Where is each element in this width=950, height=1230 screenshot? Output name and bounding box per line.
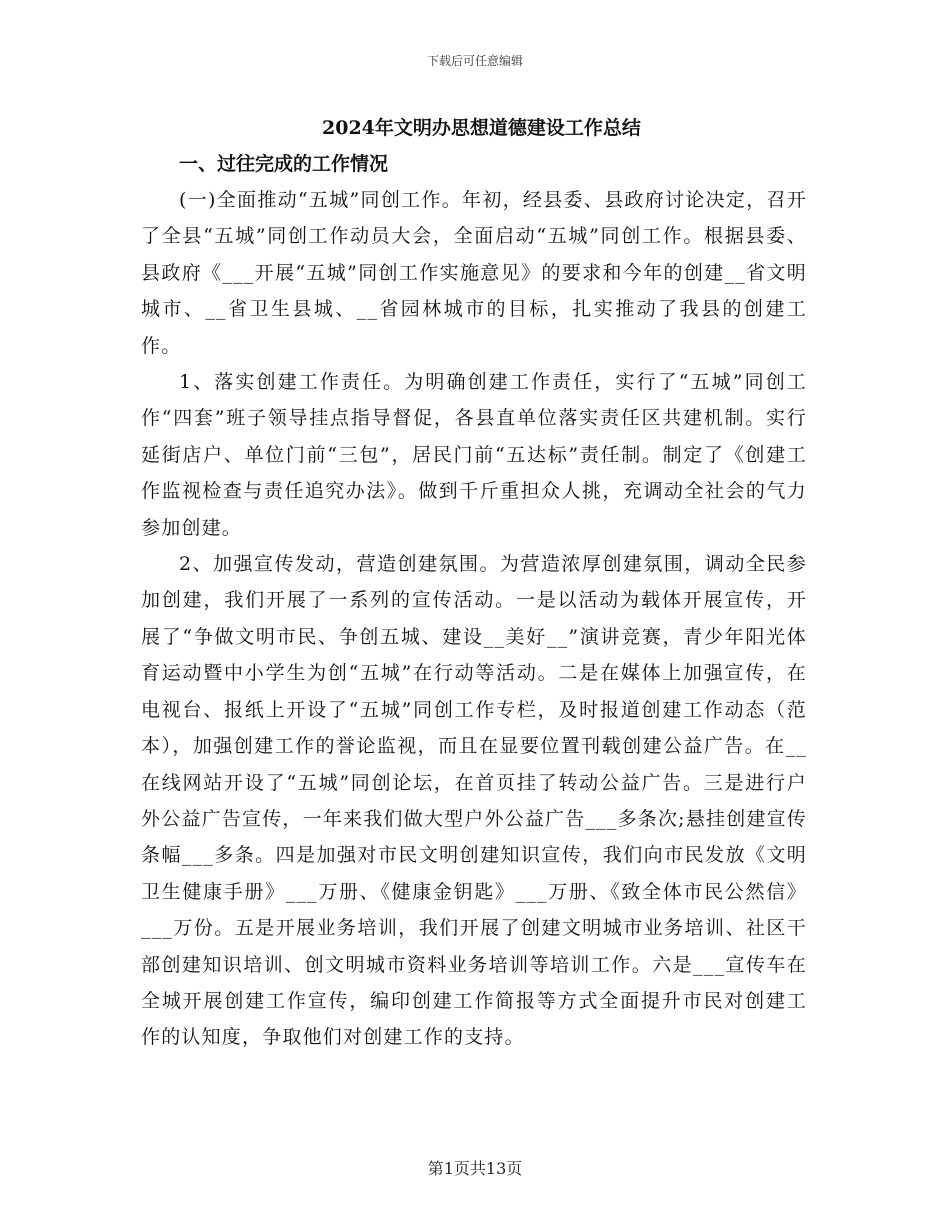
paragraph-responsibility: 1、落实创建工作责任。为明确创建工作责任，实行了“五城”同创工作“四套”班子领导挂点指导督促，各县直单位落实责任区共建机制。实行延街店户、单位门前“三包”，居民门前“五达标”责任制。制定了《创建工作监视检查与责任追究办法》。做到千斤重担众人挑，充调动全社会的气力参加创建。	[141, 371, 807, 539]
section-heading: 一、过往完成的工作情况	[179, 153, 389, 175]
page-footer: 第1页共13页	[427, 1159, 523, 1178]
page-header: 下载后可任意编辑	[426, 54, 523, 68]
paragraph-overview: (一)全面推动“五城”同创工作。年初，经县委、县政府讨论决定，召开了全县“五城”同创工作动员大会，全面启动“五城”同创工作。根据县委、县政府《___开展“五城”同创工作实施意见》的要求和今年的创建__省文明城市、__省卫生县城、__省园林城市的目标，扎实推动了我县的创建工作。	[141, 189, 807, 357]
document-body	[141, 110, 807, 1056]
paragraph-publicity: 2、加强宣传发动，营造创建氛围。为营造浓厚创建氛围，调动全民参加创建，我们开展了一系列的宣传活动。一是以活动为载体开展宣传，开展了“争做文明市民、争创五城、建设__美好__”演讲竞赛，青少年阳光体育运动暨中小学生为创“五城”在行动等活动。二是在媒体上加强宣传，在电视台、报纸上开设了“五城”同创工作专栏，及时报道创建工作动态（范本），加强创建工作的誉论监视，而且在显要位置刊载创建公益广告。在__在线网站开设了“五城”同创论坛，在首页挂了转动公益广告。三是进行户外公益广告宣传，一年来我们做大型户外公益广告___多条次;悬挂创建宣传条幅___多条。四是加强对市民文明创建知识宣传，我们向市民发放《文明卫生健康手册》___万册、《健康金钥匙》___万册、《致全体市民公然信》___万份。五是开展业务培训，我们开展了创建文明城市业务培训、社区干部创建知识培训、创文明城市资料业务培训等培训工作。六是___宣传车在全城开展创建工作宣传，编印创建工作简报等方式全面提升市民对创建工作的认知度，争取他们对创建工作的支持。	[141, 553, 807, 1049]
document-title: 2024年文明办思想道德建设工作总结	[322, 117, 641, 139]
